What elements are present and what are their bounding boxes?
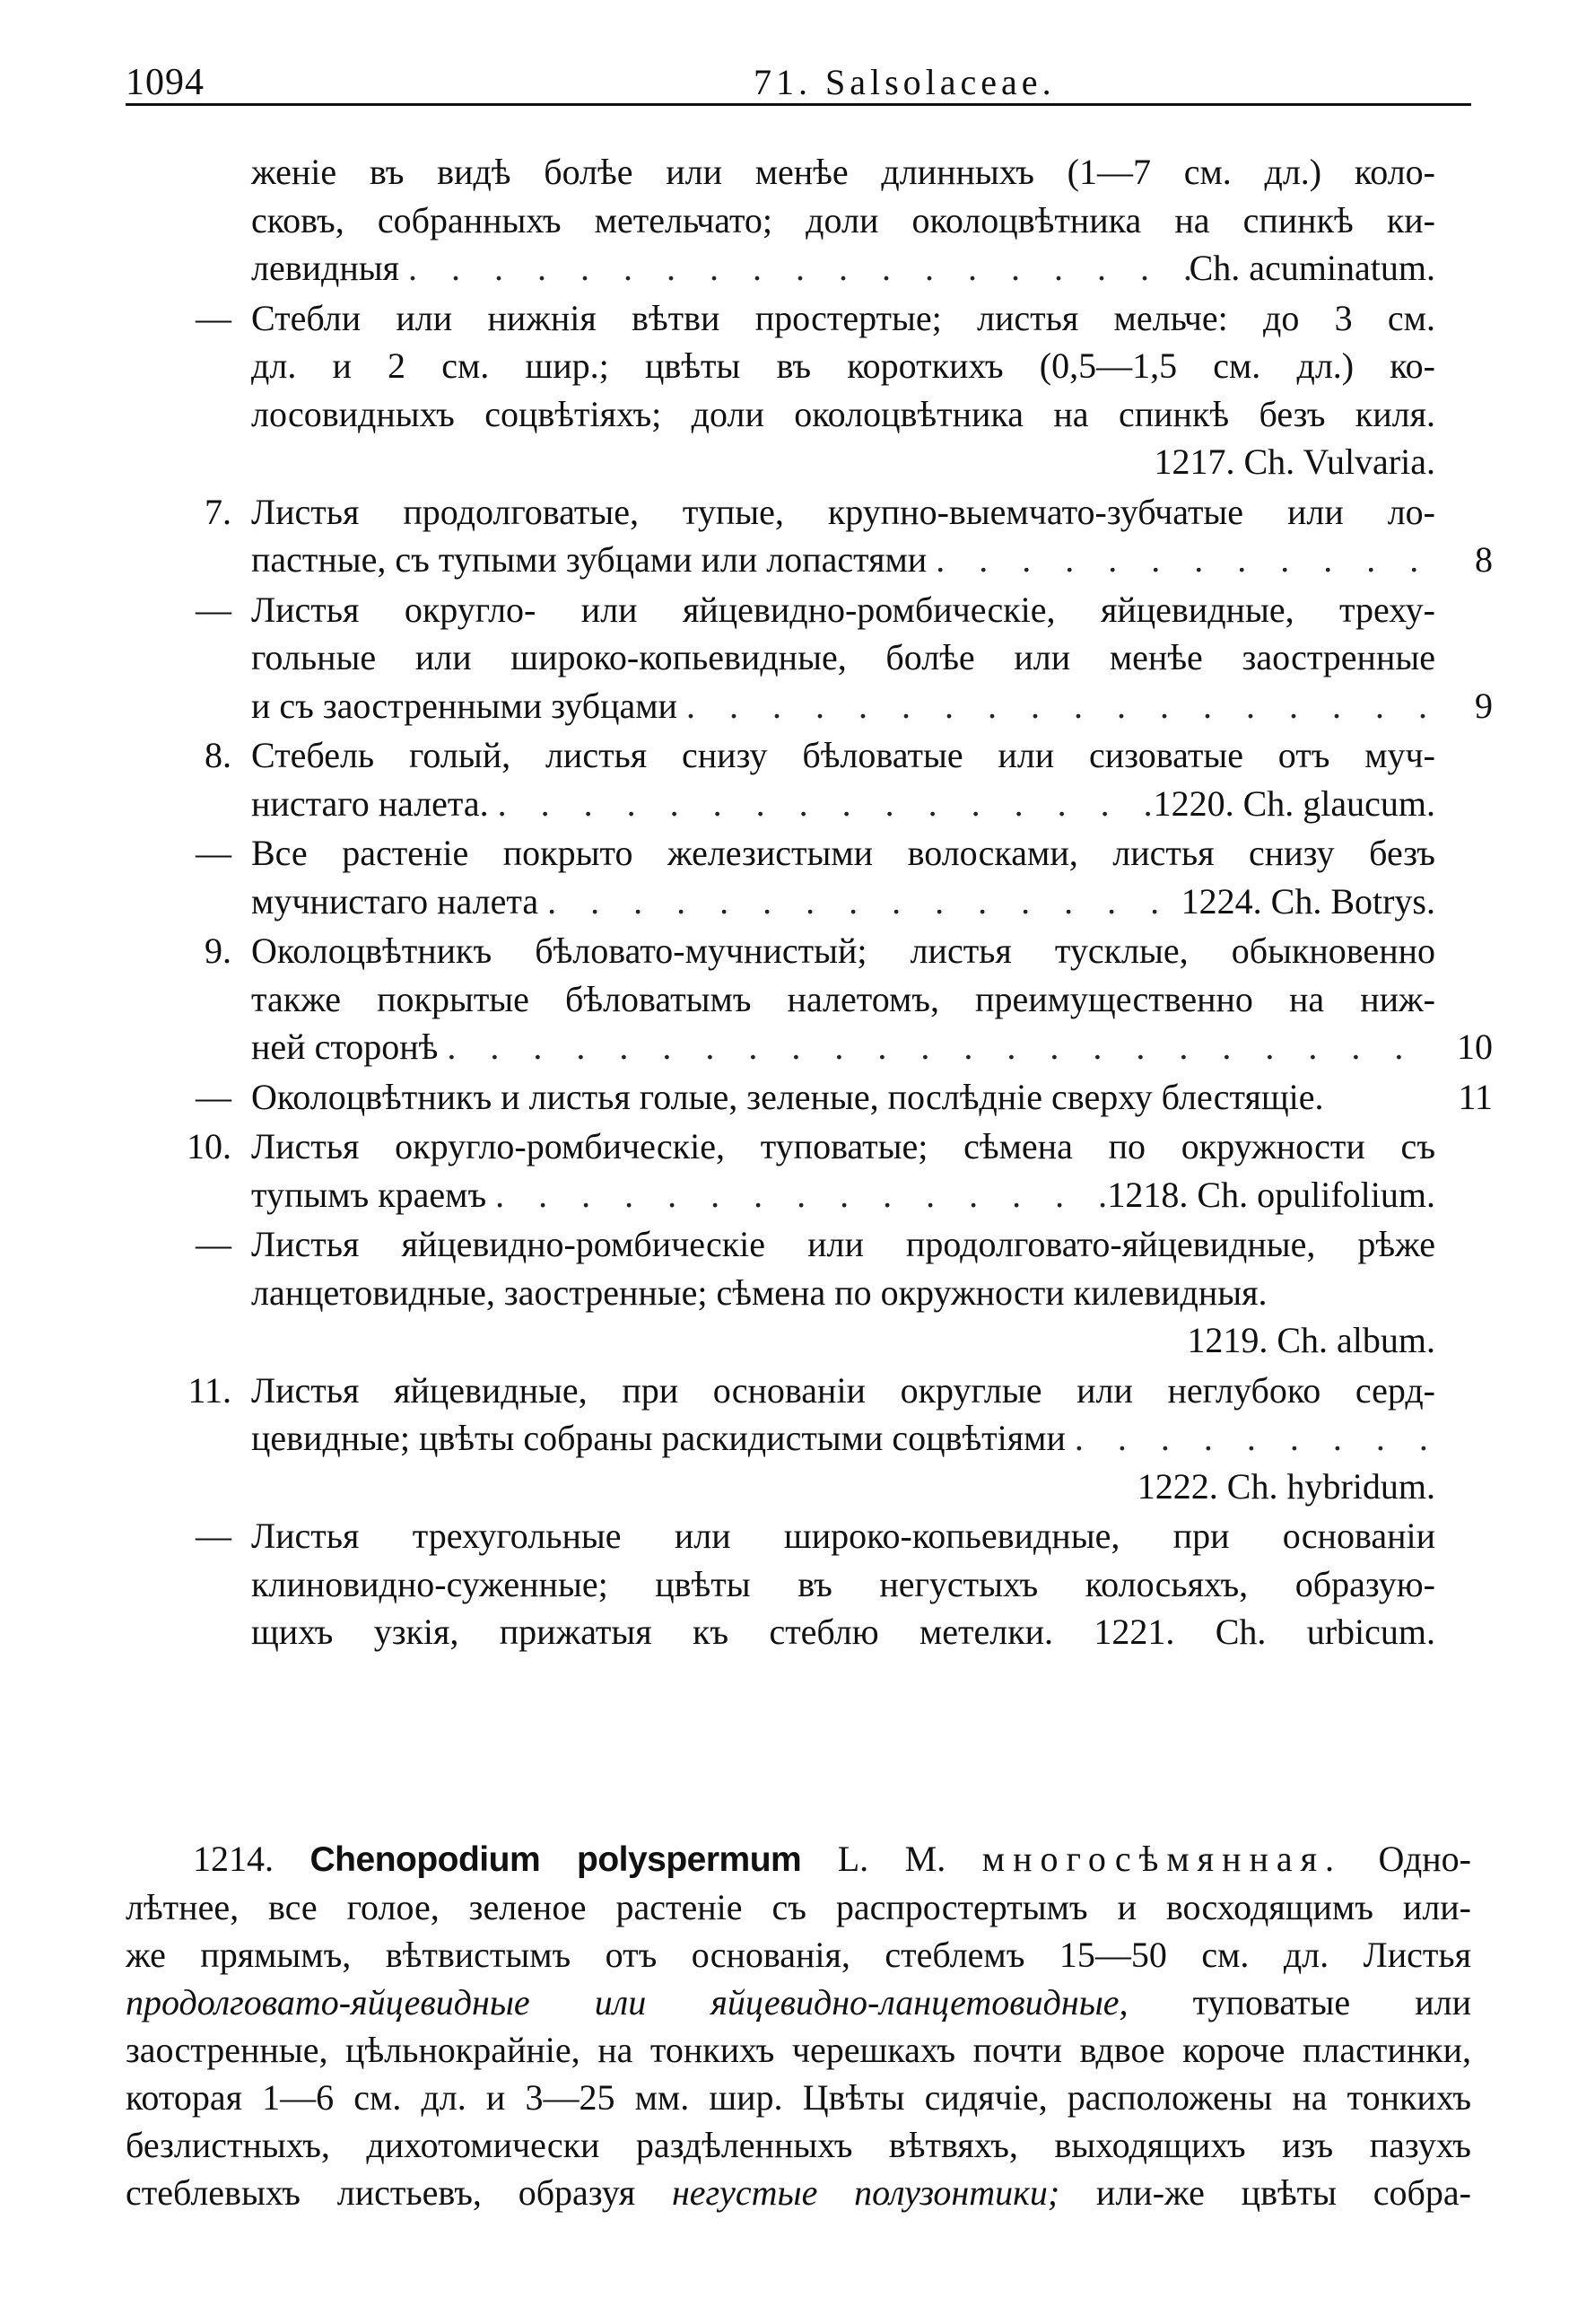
key-dash: — [196,589,231,630]
leader-dots [486,1171,1107,1219]
species-ref: 1222. Ch. hybridum. [1137,1465,1435,1507]
key-entry-11: 11. Листья яйцевидные, при основаніи округлые или неглубоко серд- цевидные; цвѣты собраны раскидистыми соцвѣтіями . . . 1222. Ch. hybridum. [170,1367,1435,1511]
identification-key [170,148,1493,1656]
leader-dots [489,780,1154,828]
key-entry-7-alt: — Листья округло- или яйцевидно-ромбическіе, яйцевидные, треху- гольные или широко-копьевидные, болѣе или менѣе заостренные и съ заостренными зубцами . . . 9 [170,586,1435,730]
species-number: 1214. [193,1839,274,1879]
species-ref: 1224. Ch. Botrys. [1181,880,1435,922]
species-latin-name: Chenopodium polyspermum [309,1840,802,1879]
key-dash: — [196,1516,231,1556]
species-ref: 1219. Ch. album. [1187,1320,1435,1360]
key-dash: — [196,1224,231,1264]
key-entry-10: 10. Листья округло-ромбическіе, туповатые; сѣмена по окружности съ тупымъ краемъ . . . 1218. Ch. opulifolium. [170,1123,1435,1219]
leader-dots [438,1023,1435,1071]
key-dash: — [196,297,231,338]
key-entry-8: 8. Стебель голый, листья снизу бѣловатые или сизоватые отъ муч- нистаго налета. . . . 1220. Ch. glaucum. [170,731,1435,827]
species-russian-name: многосѣмянная. [981,1839,1343,1879]
key-entry-9-alt: — Околоцвѣтникъ и листья голые, зеленые, послѣдніе сверху блестящіе. 11 [170,1073,1435,1122]
key-entry-6-alt: — Стебли или нижнія вѣтви простертые; листья мельче: до 3 см. дл. и 2 см. шир.; цвѣты въ короткихъ (0,5—1,5 см. дл.) ко- лосовидныхъ соцвѣтіяхъ; доли околоцвѣтника на спинкѣ безъ киля. 1217. Ch. Vulvaria. [170,294,1435,486]
key-number: 7. [205,491,231,532]
key-entry-6-continued: женіе въ видѣ болѣе или менѣе длинныхъ (1—7 см. дл.) коло- сковъ, собранныхъ метельчато; доли околоцвѣтника на спинкѣ ки- левидныя . . . Ch. acuminatum. [170,148,1435,293]
key-dash: — [196,833,231,873]
header-rule [126,103,1471,106]
page-number: 1094 [126,62,205,103]
leader-dots [538,878,1181,926]
key-number: 11. [187,1369,231,1411]
leader-dots [677,682,1435,730]
species-author: L. M. [837,1839,946,1879]
key-entry-10-alt: — Листья яйцевидно-ромбическіе или продолговато-яйцевидные, рѣже ланцетовидные, заостренные; сѣмена по окружности килевидныя. 1219. Ch. album. [170,1220,1435,1365]
leader-dots [1066,1414,1435,1463]
key-entry-11-alt: — Листья трехугольные или широко-копьевидные, при основаніи клиновидно-суженные; цвѣты въ негустыхъ колосьяхъ, образую- щихъ узкія, прижатыя къ стеблю метелки. 1221. Ch. urbicum. [170,1512,1435,1656]
species-ref: Ch. acuminatum. [1189,248,1435,288]
key-entry-9: 9. Околоцвѣтникъ бѣловато-мучнистый; листья тусклые, обыкновенно также покрытые бѣловатымъ налетомъ, преимущественно на ниж- ней сторонѣ . . . 10 [170,927,1435,1071]
leader-dots [927,536,1435,584]
page-header [126,54,1471,108]
running-title: 71. Salsolaceae. [754,62,1056,102]
species-ref: 1220. Ch. glaucum. [1153,782,1435,824]
goto-number: 8 [1475,539,1493,580]
goto-number: 10 [1457,1027,1493,1067]
key-number: 8. [205,735,231,775]
goto-number: 11 [1458,1076,1493,1117]
species-description-1214: 1214. Chenopodium polyspermum L. M. многосѣмянная. Одно- лѣтнее, все голое, зеленое растеніе съ распростертымъ и восходящимъ или- же прямымъ, вѣтвистымъ отъ основанія, стеблемъ 15—50 см. дл. Листья продолговато-яйцевидные или яйцевидно-ланцетовидные, туповатые или заостренные, цѣльнокрайніе, на тонкихъ черешкахъ почти вдвое короче пластинки, которая 1—6 см. дл. и 3—25 мм. шир. Цвѣты сидячіе, расположены на тонкихъ безлистныхъ, дихотомически раздѣленныхъ вѣтвяхъ, выходящихъ изъ пазухъ стеблевыхъ листьевъ, образуя негустые полузонтики; или-же цвѣты собра- [126,1839,1471,2213]
leader-dots [399,244,1190,293]
key-entry-7: 7. Листья продолговатые, тупые, крупно-выемчато-зубчатые или ло- пастные, съ тупыми зубцами или лопастями . . . 8 [170,488,1435,584]
key-entry-8-alt: — Все растеніе покрыто железистыми волосками, листья снизу безъ мучнистаго налета . . . 1224. Ch. Botrys. [170,829,1435,925]
species-ref: 1218. Ch. opulifolium. [1107,1174,1435,1215]
species-ref: 1217. Ch. Vulvaria. [1154,441,1435,482]
key-number: 10. [187,1126,231,1166]
goto-number: 9 [1475,685,1493,726]
key-dash: — [196,1076,231,1117]
key-number: 9. [205,930,231,971]
